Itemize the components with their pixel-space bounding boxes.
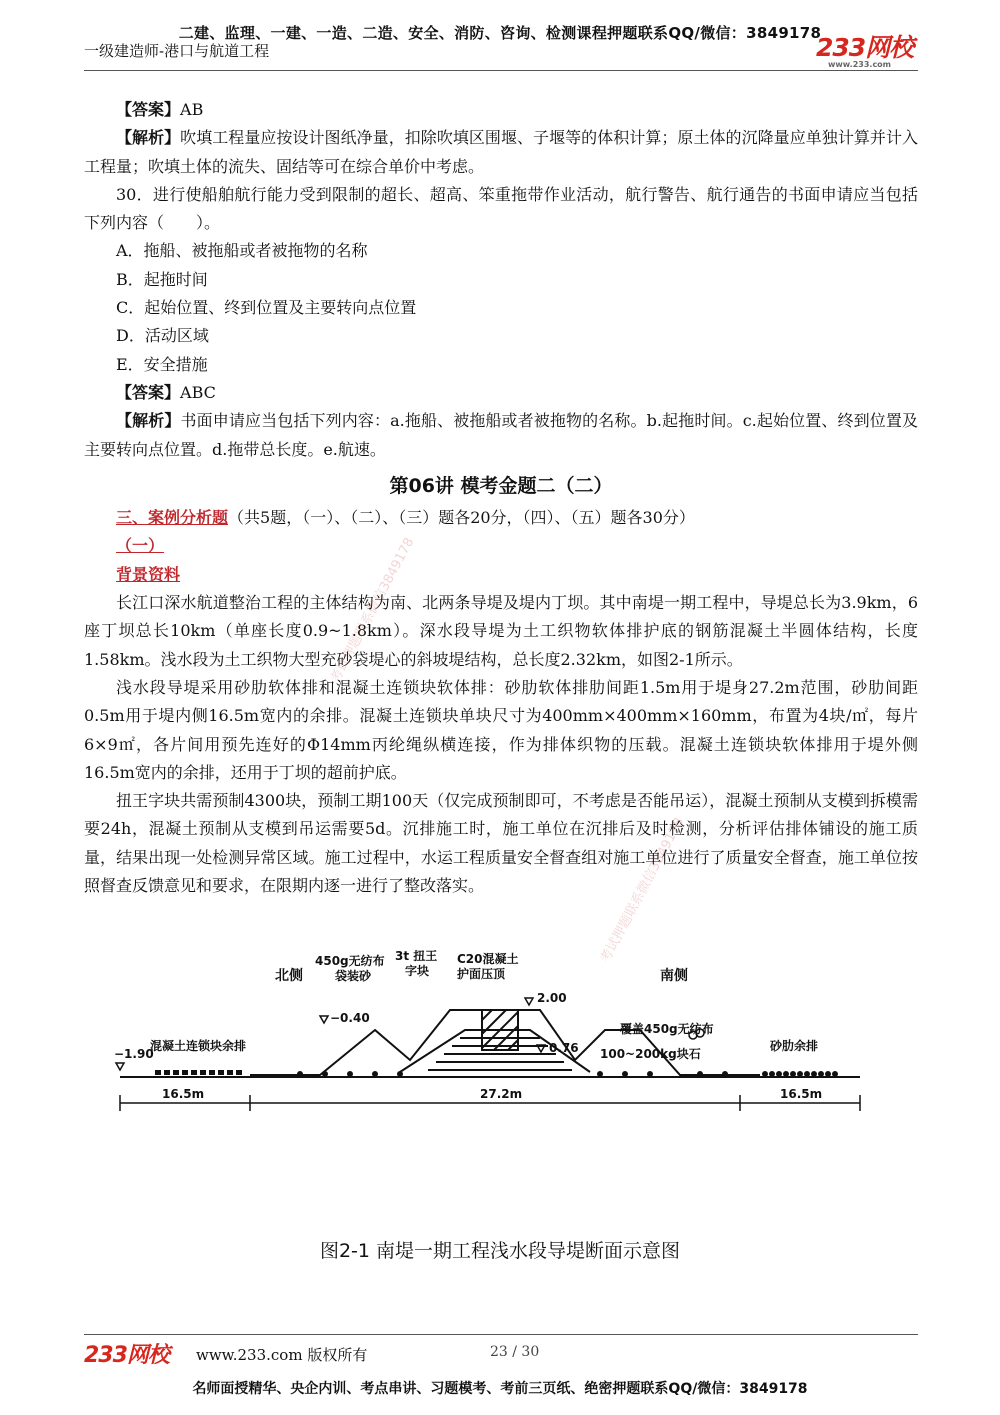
background-paragraph-3: 扭王字块共需预制4300块，预制工期100天（仅完成预制即可，不考虑是否能吊运），混凝土预制从支模到拆模需要24h，混凝土预制从支模到吊运需要5d。沉排施工时，施工单位在沉排后及时检测，分析评估排体铺设的施工质量，结果出现一处检测异常区域。施工过程中，水运工程质量安全督查组对施工单位进行了质量安全督查，施工单位按照督查反馈意见和要求，在限期内逐一进行了整改落实。 — [84, 791, 918, 896]
answer-29 — [84, 96, 918, 124]
dimension-left: 16.5m — [162, 1087, 205, 1101]
answer-value: ABC — [180, 382, 216, 402]
elevation-076: 0.76 — [549, 1041, 579, 1055]
elevation-top: 2.00 — [537, 991, 567, 1005]
level-marker-top — [525, 998, 533, 1005]
label-block-line2: 字块 — [405, 964, 430, 978]
label-bag-line1: 450g无纺布 — [315, 954, 385, 968]
label-concrete-mat: 混凝土连锁块余排 — [150, 1039, 247, 1053]
lecture-title: 第06讲 模考金题二（二） — [389, 474, 613, 497]
elevation-neg040: −0.40 — [330, 1011, 370, 1025]
label-north: 北侧 — [275, 968, 303, 984]
brand-logo-text: 233网校 — [816, 33, 914, 62]
label-cover: 覆盖450g无纺布 — [620, 1022, 714, 1036]
explanation-30 — [84, 407, 918, 464]
section-label: 三、案例分析题 — [116, 508, 229, 528]
explanation-29 — [84, 124, 918, 181]
section-heading — [84, 504, 918, 532]
answer-value: AB — [180, 100, 204, 119]
option-a: A．拖船、被拖船或者被拖物的名称 — [116, 241, 368, 261]
dimension-middle: 27.2m — [480, 1087, 523, 1101]
level-marker-neg040 — [320, 1016, 328, 1023]
background-heading — [84, 561, 918, 589]
label-block-line1: 3t 扭王 — [395, 950, 438, 963]
figure-caption: 图2-1 南堤一期工程浅水段导堤断面示意图 — [319, 1240, 681, 1262]
document-body — [84, 96, 918, 900]
brand-logo-url: www.233.com — [828, 60, 892, 69]
footer-copyright: www.233.com 版权所有 — [196, 1346, 368, 1364]
background-label: 背景资料 — [116, 564, 181, 584]
label-south: 南侧 — [660, 968, 688, 984]
footer-divider — [84, 1334, 918, 1335]
watermark-stamp-2: 考试押题联系微信3849178 — [598, 815, 688, 966]
background-paragraph-2: 浅水段导堤采用砂肋软体排和混凝土连锁块软体排：砂肋软体排肋间距1.5m用于堤身27.2m范围，砂肋间距0.5m用于堤内侧16.5m宽内的余排。混凝土连锁块单块尺寸为400mm×400mm×160mm，布置为4块/㎡，每片6×9㎡，各片间用预先连好的Φ14mm丙纶绳纵横连接，作为排体织物的压载。混凝土连锁块软体排用于堤外侧16.5m宽内的余排，还用于丁坝的超前护底。 — [84, 677, 918, 782]
explanation-label: 【解析】 — [116, 128, 181, 148]
answer-30 — [84, 379, 918, 407]
label-sand-mat: 砂肋余排 — [770, 1039, 819, 1053]
option-b: B．起拖时间 — [116, 269, 208, 289]
section-description: （共5题，（一）、（二）、（三）题各20分，（四）、（五）题各30分） — [228, 508, 695, 528]
footer-promo: 名师面授精华、央企内训、考点串讲、习题模考、考前三页纸、绝密押题联系QQ/微信：3849178 — [192, 1381, 808, 1397]
breakwater-cross-section-diagram — [100, 950, 900, 1180]
option-e: E．安全措施 — [116, 354, 208, 374]
elevation-neg190: −1.90 — [114, 1047, 154, 1061]
option-d: D．活动区域 — [116, 326, 209, 346]
page-number: 23 / 30 — [490, 1344, 540, 1360]
dimension-right: 16.5m — [780, 1087, 823, 1101]
concrete-block-mat — [155, 1070, 242, 1075]
case-number — [84, 532, 918, 560]
level-marker-neg190 — [116, 1063, 124, 1070]
explanation-text: 吹填工程量应按设计图纸净量，扣除吹填区围堰、子堰等的体积计算；原土体的沉降量应单独计算并计入工程量；吹填土体的流失、固结等可在综合单价中考虑。 — [84, 128, 918, 176]
label-bag-line2: 袋装砂 — [335, 969, 372, 983]
footer-logo: 233网校 — [84, 1343, 169, 1368]
explanation-label: 【解析】 — [116, 411, 181, 431]
header-course-title: 一级建造师-港口与航道工程 — [84, 42, 270, 60]
question-30: 30．进行使船舶航行能力受到限制的超长、超高、笨重拖带作业活动，航行警告、航行通告的书面申请应当包括下列内容（ ）。 — [84, 184, 918, 233]
answer-label: 【答案】 — [116, 100, 181, 119]
option-c: C．起始位置、终到位置及主要转向点位置 — [116, 298, 417, 318]
label-c20-line1: C20混凝土 — [457, 952, 519, 966]
header-contact: 二建、监理、一建、一造、二造、安全、消防、咨询、检测课程押题联系QQ/微信：3849178 — [178, 24, 822, 42]
header-divider — [84, 70, 918, 71]
label-c20-line2: 护面压顶 — [457, 967, 506, 981]
brand-logo — [816, 28, 913, 69]
background-paragraph-1: 长江口深水航道整治工程的主体结构为南、北两条导堤及堤内丁坝。其中南堤一期工程中，导堤总长为3.9km，6座丁坝总长10km（单座长度0.9~1.8km）。深水段导堤为土工织物软体排护底的钢筋混凝土半圆体结构，长度1.58km。浅水段为土工织物大型充砂袋堤心的斜坡堤结构，总长度2.32km，如图2-1所示。 — [84, 593, 918, 669]
watermark-stamp: 考试押题联系微信3849178 — [328, 535, 418, 686]
case-number-label: （一） — [116, 536, 165, 556]
answer-label: 【答案】 — [116, 382, 181, 402]
label-stone: 100~200kg块石 — [600, 1047, 701, 1061]
explanation-text: 书面申请应当包括下列内容：a.拖船、被拖船或者被拖物的名称。b.起拖时间。c.起始位置、终到位置及主要转向点位置。d.拖带总长度。e.航速。 — [84, 411, 918, 459]
